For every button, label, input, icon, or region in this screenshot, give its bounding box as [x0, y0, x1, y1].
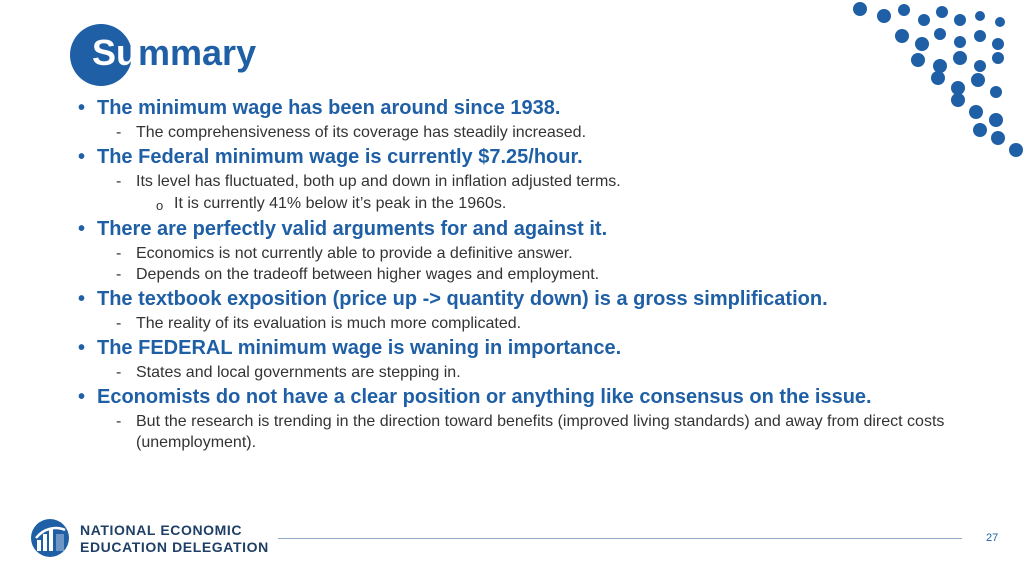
decorative-dot: [853, 2, 867, 16]
bullet-text: The textbook exposition (price up -> quantity down) is a gross simplification.: [97, 288, 828, 310]
bullet-item: [78, 334, 978, 362]
bullet-dot-icon: •: [78, 146, 86, 168]
sub-bullet-item: [78, 171, 978, 192]
sub-bullet-item: [78, 362, 978, 383]
decorative-dot: [990, 86, 1002, 98]
bullet-item: [78, 215, 978, 243]
page-title-part2: mmary: [138, 32, 257, 73]
sub-bullet-text: The reality of its evaluation is much more complicated.: [136, 315, 522, 332]
sub-bullet-text: Economics is not currently able to provide a definitive answer.: [136, 245, 573, 262]
bullet-dot-icon: •: [78, 97, 86, 119]
organization-name-line1: NATIONAL ECONOMIC: [80, 522, 243, 538]
sub-bullet-item: [78, 264, 978, 285]
decorative-dot: [933, 59, 947, 73]
decorative-dot: [975, 11, 985, 21]
dash-icon: -: [116, 364, 122, 381]
sub-bullet-text: But the research is trending in the direction toward benefits (improved living standards) and away from direct costs (unemployment).: [136, 413, 945, 451]
bullet-item: [78, 383, 978, 411]
sub-bullet-item: [78, 411, 978, 453]
circle-bullet-icon: o: [156, 198, 164, 213]
globe-logo-icon: [30, 518, 70, 558]
decorative-dot: [991, 131, 1005, 145]
decorative-dot: [936, 6, 948, 18]
bullet-dot-icon: •: [78, 288, 86, 310]
dash-icon: -: [116, 173, 122, 190]
decorative-dot: [918, 14, 930, 26]
bullet-text: Economists do not have a clear position or anything like consensus on the issue.: [97, 386, 872, 408]
decorative-dot: [992, 52, 1004, 64]
bullet-text: The Federal minimum wage is currently $7.25/hour.: [97, 146, 583, 168]
page-number: 27: [986, 532, 999, 544]
organization-name: [80, 522, 269, 556]
bullet-item: [78, 143, 978, 171]
decorative-dot: [898, 4, 910, 16]
decorative-dot: [971, 73, 985, 87]
decorative-dot: [992, 38, 1004, 50]
decorative-dot: [974, 30, 986, 42]
dash-icon: -: [116, 245, 122, 262]
bullet-text: The FEDERAL minimum wage is waning in importance.: [97, 337, 622, 359]
bullet-dot-icon: •: [78, 386, 86, 408]
dash-icon: -: [116, 266, 122, 283]
sub-bullet-text: Its level has fluctuated, both up and down in inflation adjusted terms.: [136, 173, 621, 190]
page-title: [92, 30, 256, 76]
sub-bullet-text: Depends on the tradeoff between higher wages and employment.: [136, 266, 600, 283]
bullet-item: [78, 285, 978, 313]
decorative-dot: [953, 51, 967, 65]
bullet-dot-icon: •: [78, 218, 86, 240]
sub-bullet-item: [78, 243, 978, 264]
bullet-item: [78, 94, 978, 122]
decorative-dot: [951, 81, 965, 95]
decorative-dot: [995, 17, 1005, 27]
decorative-dot: [1009, 143, 1023, 157]
decorative-dot: [895, 29, 909, 43]
sub-bullet-item: [78, 122, 978, 143]
sub-sub-bullet-text: It is currently 41% below it’s peak in the 1960s.: [174, 195, 507, 212]
bullet-list: [78, 94, 978, 453]
decorative-dot: [954, 14, 966, 26]
dash-icon: -: [116, 315, 122, 332]
bullet-dot-icon: •: [78, 337, 86, 359]
decorative-dot: [931, 71, 945, 85]
sub-bullet-text: The comprehensiveness of its coverage has steadily increased.: [136, 124, 587, 141]
sub-bullet-text: States and local governments are stepping in.: [136, 364, 461, 381]
decorative-dot: [989, 113, 1003, 127]
decorative-dot: [974, 60, 986, 72]
dash-icon: -: [116, 124, 122, 141]
footer-divider: [278, 538, 962, 539]
decorative-dot: [877, 9, 891, 23]
dash-icon: -: [116, 413, 122, 430]
organization-name-line2: EDUCATION DELEGATION: [80, 539, 269, 555]
bullet-text: There are perfectly valid arguments for and against it.: [97, 218, 608, 240]
bullet-text: The minimum wage has been around since 1938.: [97, 97, 561, 119]
decorative-dot: [911, 53, 925, 67]
decorative-dot: [934, 28, 946, 40]
page-title-part1: Su: [92, 32, 139, 73]
sub-bullet-item: [78, 313, 978, 334]
decorative-dot: [954, 36, 966, 48]
sub-sub-bullet-item: [78, 192, 978, 215]
decorative-dot: [915, 37, 929, 51]
